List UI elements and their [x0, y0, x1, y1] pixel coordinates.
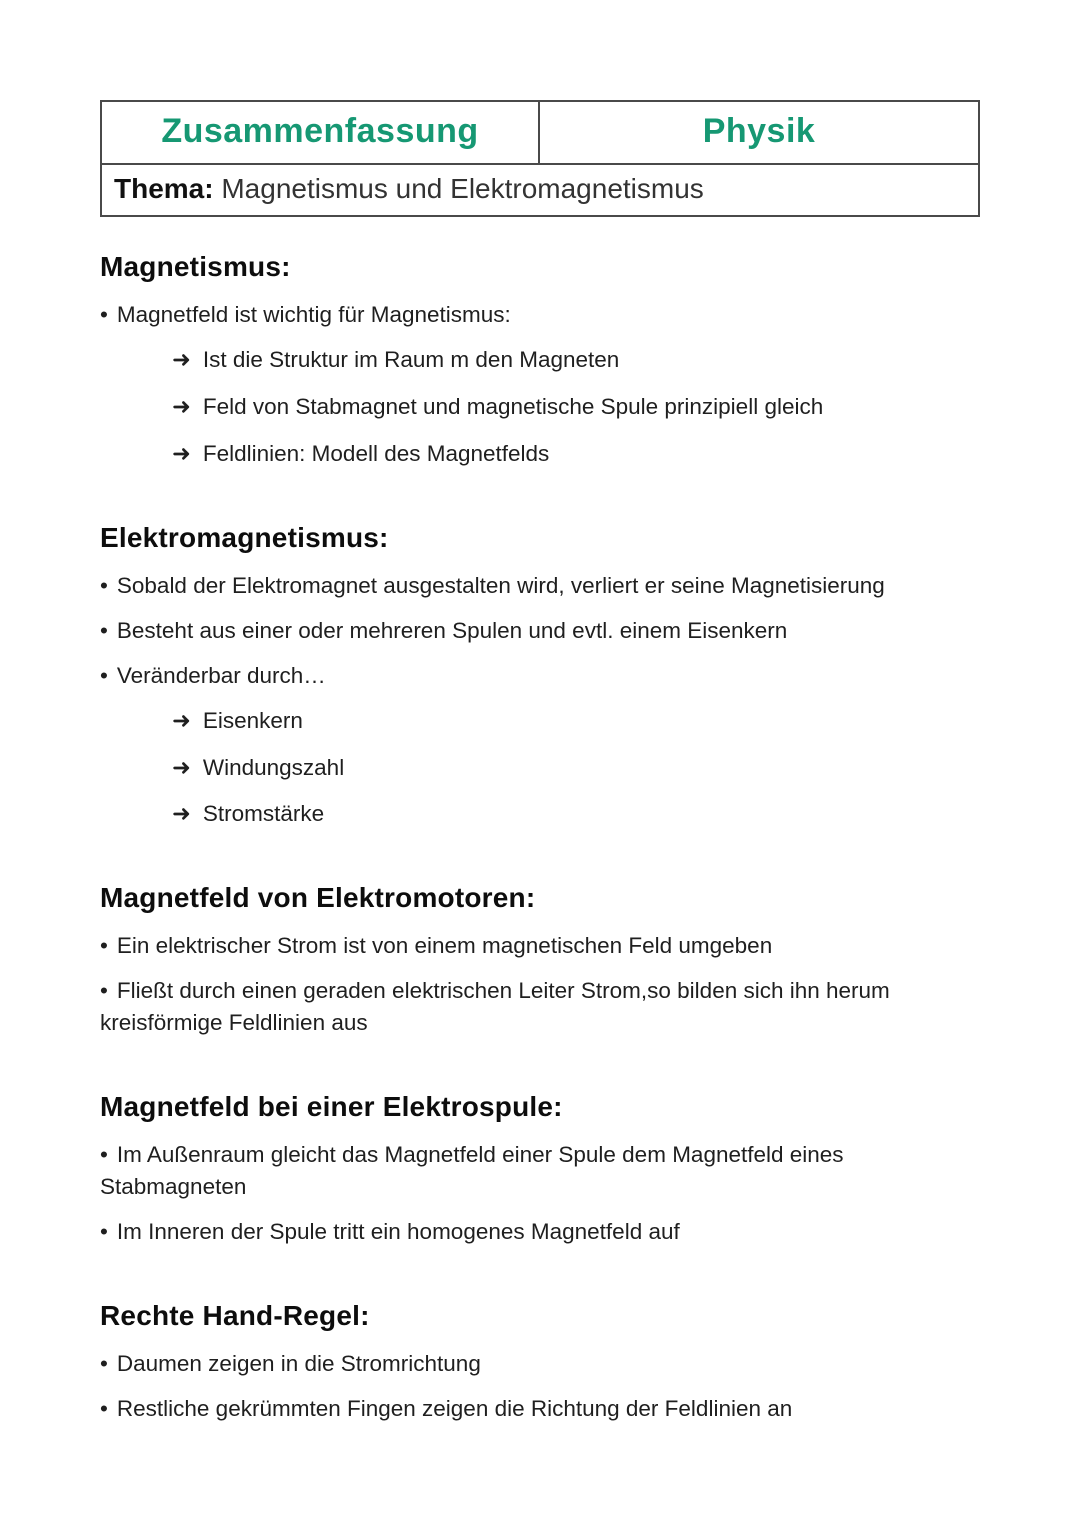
section [100, 251, 980, 470]
bullet-list-item [100, 1393, 980, 1425]
bullet-list-item [100, 1348, 980, 1380]
bullet-icon: • [100, 572, 108, 598]
section-title: Magnetfeld bei einer Elektrospule: [100, 1091, 563, 1123]
bullet-icon: • [100, 1219, 108, 1245]
item-text: Windungszahl [202, 754, 345, 780]
bullet-icon: • [100, 302, 108, 327]
arrow-list-item [100, 438, 980, 470]
bullet-list-item [100, 975, 980, 1039]
item-text: Eisenkern [202, 707, 303, 733]
item-text: Ein elektrischer Strom ist von einem magnetischen Feld umgeben [116, 933, 773, 959]
item-text: Fließt durch einen geraden elektrischen Leiter Strom,so bilden sich ihn herum kreisförmige Feldlinien aus [100, 978, 890, 1036]
bullet-list-item [100, 615, 980, 647]
arrow-list-item [100, 705, 980, 737]
arrow-icon: ➜ [172, 393, 191, 419]
bullet-icon: • [100, 978, 108, 1004]
item-text: Im Inneren der Spule tritt ein homogenes Magnetfeld auf [116, 1219, 680, 1245]
item-text: Feld von Stabmagnet und magnetische Spule prinzipiell gleich [202, 393, 824, 419]
bullet-icon: • [100, 933, 108, 959]
header-title-left: Zusammenfassung [102, 102, 540, 163]
section [100, 1300, 980, 1425]
item-text: Besteht aus einer oder mehreren Spulen und evtl. einem Eisenkern [116, 617, 788, 643]
section [100, 522, 980, 831]
arrow-list-item [100, 391, 980, 423]
header-title-right: Physik [702, 112, 816, 150]
item-text: Sobald der Elektromagnet ausgestalten wird, verliert er seine Magnetisierung [116, 572, 885, 598]
bullet-icon: • [100, 1395, 108, 1421]
section [100, 1091, 980, 1248]
item-text: Im Außenraum gleicht das Magnetfeld einer Spule dem Magnetfeld eines Stabmagneten [100, 1142, 844, 1200]
arrow-list-item [100, 798, 980, 830]
bullet-list-item [100, 299, 980, 331]
section-title: Elektromagnetismus: [100, 521, 389, 553]
section [100, 882, 980, 1039]
bullet-list-item [100, 660, 980, 692]
item-text: Feldlinien: Modell des Magnetfelds [202, 440, 550, 466]
item-text: Veränderbar durch… [116, 662, 326, 688]
arrow-icon: ➜ [172, 707, 191, 733]
arrow-list-item [100, 344, 980, 376]
header-thema-row [102, 165, 978, 215]
arrow-icon: ➜ [172, 440, 191, 466]
bullet-icon: • [100, 662, 108, 688]
bullet-list-item [100, 1139, 980, 1203]
arrow-icon: ➜ [172, 801, 191, 827]
item-text: Restliche gekrümmten Fingen zeigen die Richtung der Feldlinien an [116, 1395, 793, 1421]
section-title: Rechte Hand-Regel: [100, 1300, 370, 1331]
bullet-icon: • [100, 1351, 108, 1376]
item-text: Ist die Struktur im Raum m den Magneten [202, 346, 620, 372]
arrow-icon: ➜ [172, 346, 191, 372]
arrow-list-item [100, 752, 980, 784]
bullet-list-item [100, 930, 980, 962]
item-text: Daumen zeigen in die Stromrichtung [116, 1351, 481, 1376]
bullet-list-item [100, 570, 980, 602]
header-table [100, 100, 980, 217]
item-text: Magnetfeld ist wichtig für Magnetismus: [116, 302, 511, 327]
item-text: Stromstärke [202, 801, 325, 827]
sections-container [100, 251, 980, 1425]
thema-value: Magnetismus und Elektromagnetismus [213, 173, 704, 204]
bullet-icon: • [100, 1142, 108, 1168]
bullet-icon: • [100, 617, 108, 643]
header-title-row [102, 102, 978, 165]
section-title: Magnetfeld von Elektromotoren: [100, 882, 536, 914]
thema-label: Thema: [114, 173, 214, 204]
section-title: Magnetismus: [100, 251, 291, 282]
bullet-list-item [100, 1216, 980, 1248]
arrow-icon: ➜ [172, 754, 191, 780]
